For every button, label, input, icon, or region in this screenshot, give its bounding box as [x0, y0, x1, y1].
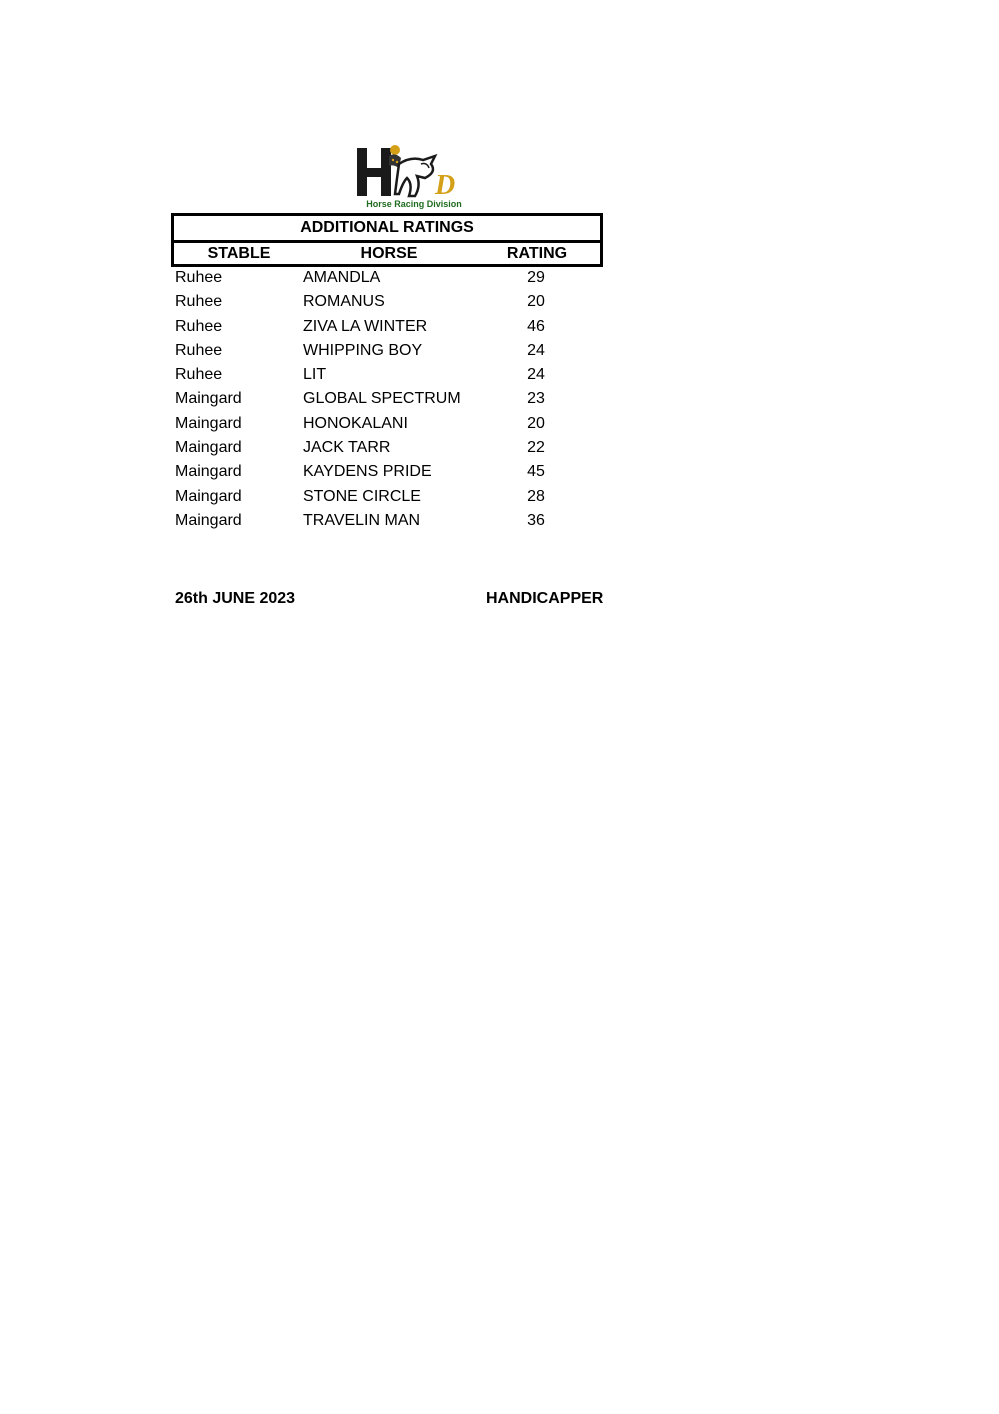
stable-cell: Ruhee — [175, 366, 223, 384]
table-header — [171, 213, 603, 267]
stable-cell: Maingard — [175, 511, 242, 529]
rating-cell: 23 — [527, 390, 545, 408]
table-row — [175, 290, 605, 314]
stable-cell: Maingard — [175, 463, 242, 481]
rating-cell: 24 — [527, 341, 545, 359]
logo-caption: Horse Racing Division — [366, 199, 462, 209]
horse-cell: AMANDLA — [303, 269, 381, 286]
stable-cell: Maingard — [175, 487, 242, 505]
ratings-table-body — [175, 266, 605, 533]
horse-cell: ROMANUS — [303, 293, 385, 311]
stable-cell: Ruhee — [175, 269, 223, 286]
column-header-stable: STABLE — [207, 245, 271, 262]
table-row — [175, 485, 605, 509]
horse-cell: HONOKALANI — [303, 414, 408, 432]
rating-cell: 20 — [527, 293, 545, 311]
stable-cell: Ruhee — [175, 293, 223, 311]
table-row — [175, 266, 605, 290]
logo-d-letter: D — [435, 170, 456, 201]
horse-cell: GLOBAL SPECTRUM — [303, 390, 461, 408]
table-row — [175, 339, 605, 363]
rating-cell: 20 — [527, 414, 545, 432]
table-row — [175, 363, 605, 387]
horse-cell: JACK TARR — [303, 439, 391, 457]
horse-cell: TRAVELIN MAN — [303, 511, 421, 529]
rating-cell: 36 — [527, 511, 545, 529]
horse-cell: WHIPPING BOY — [303, 341, 423, 359]
horse-cell: STONE CIRCLE — [303, 487, 421, 505]
table-title: ADDITIONAL RATINGS — [174, 216, 600, 243]
table-row — [175, 436, 605, 460]
column-header-horse: HORSE — [360, 245, 418, 262]
rating-cell: 29 — [527, 269, 545, 286]
table-row — [175, 509, 605, 533]
table-row — [175, 315, 605, 339]
stable-cell: Ruhee — [175, 341, 223, 359]
stable-cell: Ruhee — [175, 317, 223, 335]
horse-cell: KAYDENS PRIDE — [303, 463, 432, 481]
rating-cell: 46 — [527, 317, 545, 335]
stable-cell: Maingard — [175, 390, 242, 408]
footer-date: 26th JUNE 2023 — [175, 590, 296, 607]
rating-cell: 22 — [527, 439, 545, 457]
footer-signature: HANDICAPPER — [486, 590, 604, 607]
table-row — [175, 460, 605, 484]
rating-cell: 45 — [527, 463, 545, 481]
stable-cell: Maingard — [175, 439, 242, 457]
rating-cell: 24 — [527, 366, 545, 384]
stable-cell: Maingard — [175, 414, 242, 432]
horse-cell: LIT — [303, 366, 327, 384]
rating-cell: 28 — [527, 487, 545, 505]
table-row — [175, 387, 605, 411]
horse-cell: ZIVA LA WINTER — [303, 317, 428, 335]
table-row — [175, 412, 605, 436]
column-header-rating: RATING — [506, 245, 568, 262]
